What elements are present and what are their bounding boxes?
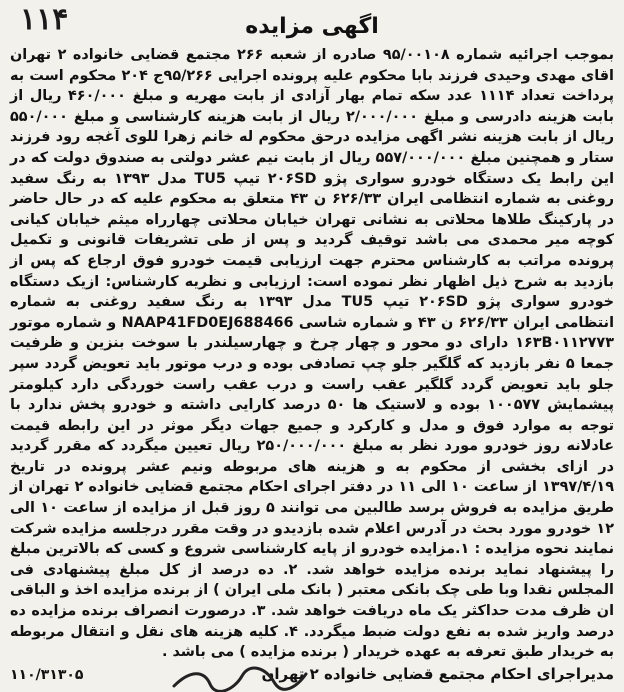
signature-line: مدیراجرای احکام مجتمع قضایی خانواده ۲ تهران — [261, 664, 614, 683]
reference-number: ۱۱۰/۳۱۳۰۵ — [10, 666, 84, 683]
page-title: اگهی مزایده — [245, 14, 379, 39]
handwritten-mark — [170, 666, 310, 692]
handwritten-number: ۱۱۴ — [20, 2, 69, 37]
notice-footer — [10, 665, 614, 683]
notice-body: بموجب اجرائیه شماره ۹۵/۰۰۱۰۸ صادره از شعبه ۲۶۶ مجتمع قضایی خانواده ۲ تهران اقای مهدی وحیدی فرزند بابا محکوم علیه پرونده اجرایی ۹۵/۲۶۶ج ۲۰۴ محکوم است به پرداخت تعداد ۱۱۱۴ عدد سکه تمام بهار آزادی از بابت مهریه و مبلغ ۴۶۰/۰۰۰ ریال از بابت هزینه دادرسی و مبلغ ۲/۰۰۰/۰۰۰ ریال از بابت هزینه کارشناسی و مبلغ ۵۵۰/۰۰۰ ریال از بابت هزینه نشر اگهی مزایده درحق محکوم له خانم زهرا للوی آغجه رود فرزند ستار و همچنین مبلغ ۵۵۷/۰۰۰/۰۰۰ ریال از بابت نیم عشر دولتی به صندوق دولت که در این رابط یک دستگاه خودرو سواری پژو ۲۰۶SD تیپ TU5 مدل ۱۳۹۳ به رنگ سفید روغنی به شماره انتظامی ایران ۶۲۶/۳۳ ن ۴۳ متعلق به محکوم علیه که در حال حاضر در پارکینگ طلاها محلاتی به نشانی تهران خیابان محلاتی چهارراه میثم خیابان کیانی کوچه میر محمدی می باشد توقیف گردید و پس از طی تشریفات قانونی و تکمیل پرونده مراتب به کارشناس محترم جهت ارزیابی قیمت خودرو فوق ارجاع که پس از بازدید به شرح ذیل اظهار نظر نموده است: ارزیابی و نظریه کارشناس: ازیک دستگاه خودرو سواری پژو ۲۰۶SD تیپ TU5 مدل ۱۳۹۳ به رنگ سفید روغنی به شماره انتظامی ایران ۶۲۶/۳۳ ن ۴۳ و شماره شاسی NAAP41FD0EJ688466 و شماره موتور ۱۶۳B۰۱۱۲۷۷۳ دارای دو محور و چهار چرخ و چهارسیلندر با سوخت بنزین و ظرفیت جمعا ۵ نفر بازدید که گلگیر جلو چپ تصادفی بوده و درب موتور باید تعویض گردد سپر جلو باید تعویض گردد گلگیر عقب راست و درب عقب راست خوردگی دارد کیلومتر پیشمایش ۱۰۰۵۷۷ بوده و لاستیک ها ۵۰ درصد کارایی داشته و خودرو پخش ندارد با توجه به موارد فوق و مدل و کارکرد و جمیع جهات دیگر موثر در این رابطه قیمت عادلانه روز خودرو مورد نظر به مبلغ ۲۵۰/۰۰۰/۰۰۰ ریال تعیین میگردد که مقرر گردید در ازای بخشی از محکوم به و هزینه های مربوطه ونیم عشر پرونده در تاریخ ۱۳۹۷/۴/۱۹ از ساعت ۱۰ الی ۱۱ در دفتر اجرای احکام مجتمع قضایی خانواده ۲ تهران از طریق مزایده به فروش برسد طالبین می توانند ۵ روز قبل از مزایده از ساعت ۱۰ الی ۱۲ خودرو مورد بحث در آدرس اعلام شده بازدیدو در وقت مقرر درجلسه مزایده شرکت نمایند نحوه مزایده : ۱.مزایده خودرو از پایه کارشناسی شروع و کسی که بالاترین مبلغ را پیشنهاد نماید برنده مزایده خواهد شد. ۲. ده درصد از کل مبلغ پیشنهادی فی المجلس نقدا وبا طی چک بانکی معتبر ( بانک ملی ایران ) از برنده مزایده اخذ و الباقی ان ظرف مدت حداکثر یک ماه دریافت خواهد شد. ۳. درصورت انصراف برنده مزایده ده درصد واریز شده به نفع دولت ضبط میگردد. ۴. کلیه هزینه های نقل و انتقال مربوطه به خریدار طبق تعرفه به عهده خریدار ( برنده مزایده ) می باشد . — [10, 47, 615, 661]
